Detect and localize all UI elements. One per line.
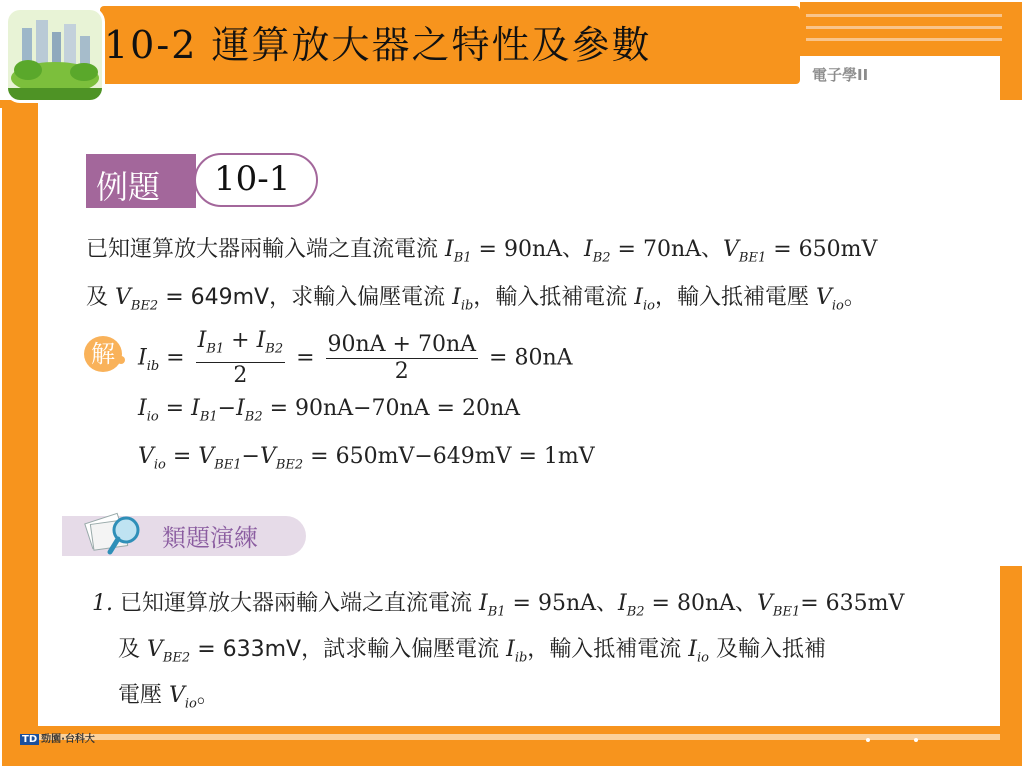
subscript: io	[643, 298, 655, 314]
fraction-2	[326, 332, 479, 385]
subscript: B2	[244, 409, 263, 425]
problem-text: ，輸入抵補電流	[473, 285, 635, 310]
problem-text: ，輸入抵補電壓	[654, 285, 816, 310]
city-logo-image	[8, 10, 102, 100]
result-text: = 90nA−70nA = 20nA	[262, 396, 521, 421]
symbol-i: I	[634, 285, 643, 310]
value-text: = 650mV	[766, 237, 878, 262]
problem-text: = 649mV，求輸入偏壓電流	[158, 285, 453, 310]
problem-text: 及	[86, 285, 115, 310]
denominator: 2	[394, 359, 409, 385]
subscript: B1	[453, 250, 472, 266]
equals-sign: =	[159, 345, 192, 371]
decorative-stripes	[806, 14, 1002, 54]
symbol-i: I	[584, 237, 593, 262]
fraction-1	[196, 328, 285, 389]
symbol-v: V	[723, 237, 739, 262]
symbol-i: I	[191, 396, 200, 421]
subscript: io	[153, 457, 166, 473]
problem-text: 。	[843, 285, 866, 310]
subscript: B2	[626, 604, 645, 620]
value-text: = 95nA、	[505, 591, 619, 616]
symbol-i: I	[618, 591, 627, 616]
symbol-v: V	[815, 285, 832, 310]
result-text: = 650mV−649mV = 1mV	[303, 444, 595, 469]
subscript: B2	[592, 250, 611, 266]
solution-equation-2	[138, 396, 520, 424]
subscript: BE2	[130, 298, 159, 314]
symbol-i: I	[445, 237, 454, 262]
item-number: 1.	[92, 591, 113, 616]
symbol-i: I	[138, 345, 147, 371]
problem-text: 已知運算放大器兩輸入端之直流電流	[86, 237, 445, 262]
practice-text: 及輸入抵補	[708, 637, 826, 662]
example-number: 10-1	[214, 159, 291, 199]
subscript: io	[184, 696, 197, 712]
practice-text: ，輸入抵補電流	[527, 637, 689, 662]
solution-dot	[117, 356, 125, 364]
solution-equation-1	[138, 328, 573, 389]
page-title: 10-2 運算放大器之特性及參數	[104, 23, 652, 67]
symbol-v: V	[169, 683, 185, 708]
symbol-v: V	[198, 444, 215, 469]
solution-badge-icon: 解	[84, 336, 122, 372]
equals-sign: =	[165, 444, 199, 469]
subscript: BE2	[162, 650, 191, 666]
subscript: ib	[514, 650, 528, 666]
plus-sign: +	[224, 328, 257, 353]
result-text: = 80nA	[482, 345, 573, 371]
publisher-logo	[20, 730, 95, 745]
subscript: ib	[460, 298, 474, 314]
value-text: = 90nA、	[471, 237, 585, 262]
symbol-i: I	[506, 637, 515, 662]
practice-text: 電壓	[118, 683, 169, 708]
value-text: = 80nA、	[644, 591, 758, 616]
denominator: 2	[233, 363, 248, 389]
problem-line-2	[86, 280, 866, 313]
subscript: B2	[265, 341, 284, 357]
practice-line-2	[118, 632, 826, 665]
example-label: 例題	[96, 168, 161, 206]
symbol-i: I	[138, 396, 147, 421]
subscript: io	[697, 650, 709, 666]
solution-equation-3	[138, 444, 595, 472]
symbol-i: I	[236, 396, 245, 421]
numerator: 90nA + 70nA	[327, 332, 477, 358]
subscript: B1	[487, 604, 506, 620]
practice-label: 類題演練	[162, 524, 258, 552]
subscript: BE1	[214, 457, 242, 473]
symbol-v: V	[138, 444, 154, 469]
subscript: BE1	[772, 604, 801, 620]
equals-sign: =	[158, 396, 192, 421]
magnifier-documents-icon	[82, 504, 152, 562]
value-text: = 635mV	[800, 591, 905, 616]
practice-line-3	[118, 678, 219, 711]
equals-sign: =	[289, 345, 322, 371]
problem-line-1	[86, 232, 877, 265]
publisher-name: 勁園·台科大	[41, 734, 95, 745]
subscript: B1	[206, 341, 225, 357]
symbol-v: V	[147, 637, 163, 662]
minus-sign: −	[241, 444, 260, 469]
subscript: io	[146, 409, 159, 425]
publisher-mark: TD	[22, 734, 38, 745]
symbol-v: V	[757, 591, 773, 616]
practice-text: 及	[118, 637, 147, 662]
practice-text: = 633mV，試求輸入偏壓電流	[190, 637, 507, 662]
practice-text: 。	[196, 683, 219, 708]
subscript: ib	[146, 359, 160, 375]
symbol-i: I	[688, 637, 697, 662]
symbol-i: I	[197, 328, 207, 353]
value-text: = 70nA、	[610, 237, 724, 262]
subscript: BE2	[275, 457, 304, 473]
subscript: io	[831, 298, 844, 314]
practice-text: 已知運算放大器兩輸入端之直流電流	[120, 591, 479, 616]
symbol-v: V	[259, 444, 276, 469]
subject-label: 電子學II	[812, 66, 869, 84]
symbol-i: I	[256, 328, 266, 353]
minus-sign: −	[217, 396, 237, 421]
practice-line-1	[92, 586, 904, 619]
subscript: BE1	[738, 250, 767, 266]
subscript: B1	[199, 409, 218, 425]
symbol-i: I	[479, 591, 488, 616]
symbol-v: V	[115, 285, 131, 310]
symbol-i: I	[452, 285, 461, 310]
